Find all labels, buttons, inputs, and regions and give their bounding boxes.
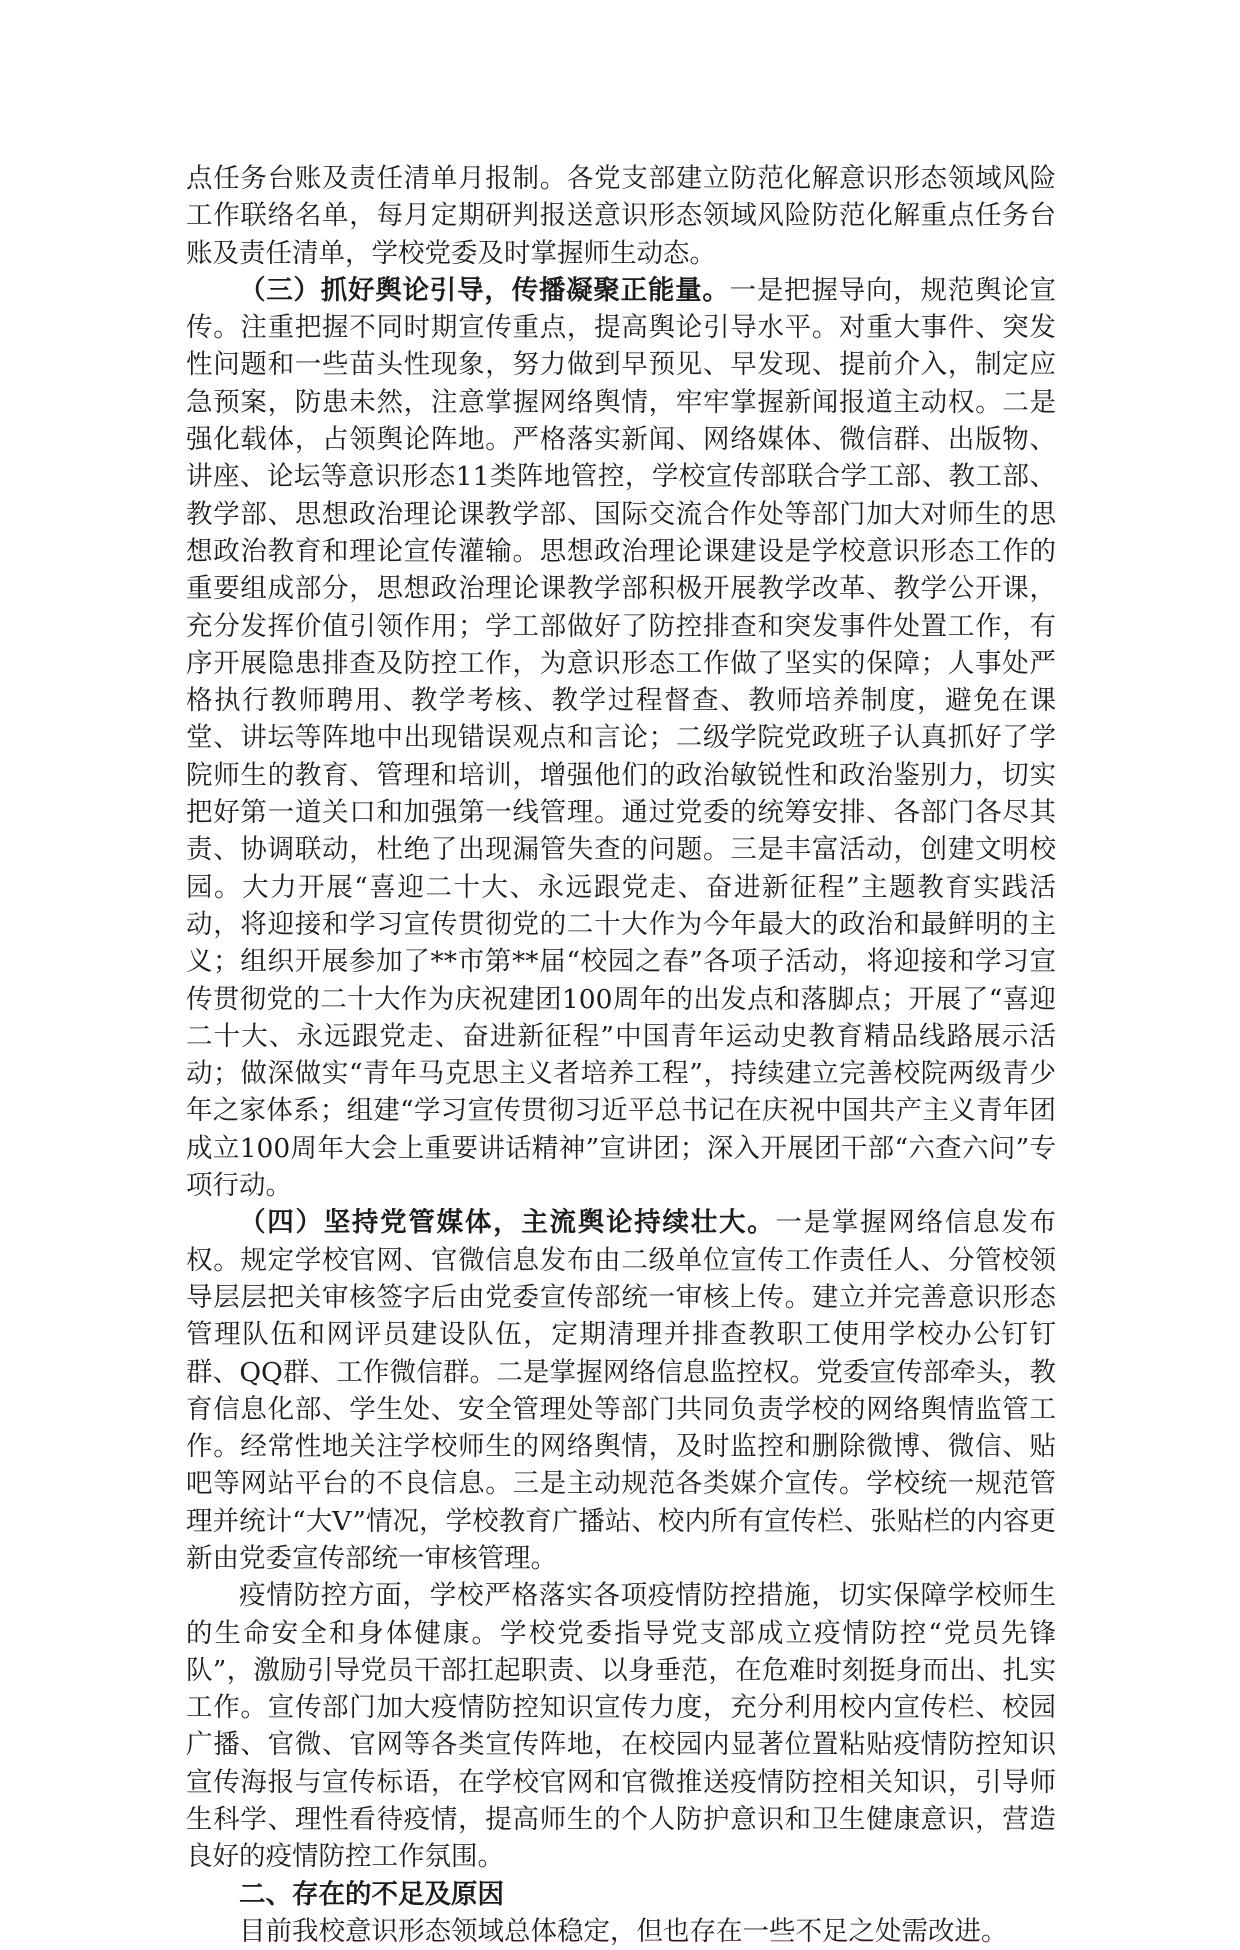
paragraph-closing: 目前我校意识形态领域总体稳定，但也存在一些不足之处需改进。 bbox=[239, 1915, 1008, 1947]
section-3-text: 一是把握导向，规范舆论宣传。注重把握不同时期宣传重点，提高舆论引导水平。对重大事件、突发性问题和一些苗头性现象，努力做到早预见、早发现、提前介入，制定应急预案，防患未然，注意掌握网络舆情，牢牢掌握新闻报道主动权。二是强化载体，占领舆论阵地。严格落实新闻、网络媒体、微信群、出版物、讲座、论坛等意识形态11类阵地管控，学校宣传部联合学工部、教工部、教学部、思想政治理论课教学部、国际交流合作处等部门加大对师生的思想政治教育和理论宣传灌输。思想政治理论课建设是学校意识形态工作的重要组成部分，思想政治理论课教学部积极开展教学改革、教学公开课，充分发挥价值引领作用；学工部做好了防控排查和突发事件处置工作，有序开展隐患排查及防控工作，为意识形态工作做了坚实的保障；人事处严格执行教师聘用、教学考核、教学过程督查、教师培养制度，避免在课堂、讲坛等阵地中出现错误观点和言论；二级学院党政班子认真抓好了学院师生的教育、管理和培训，增强他们的政治敏锐性和政治鉴别力，切实把好第一道关口和加强第一线管理。通过党委的统筹安排、各部门各尽其责、协调联动，杜绝了出现漏管失查的问题。三是丰富活动，创建文明校园。大力开展“喜迎二十大、永远跟党走、奋进新征程”主题教育实践活动，将迎接和学习宣传贯彻党的二十大作为今年最大的政治和最鲜明的主义；组织开展参加了**市第**届“校园之春”各项子活动，将迎接和学习宣传贯彻党的二十大作为庆祝建团100周年的出发点和落脚点；开展了“喜迎二十大、永远跟党走、奋进新征程”中国青年运动史教育精品线路展示活动；做深做实“青年马克思主义者培养工程”，持续建立完善校院两级青少年之家体系；组建“学习宣传贯彻习近平总书记在庆祝中国共产主义青年团成立100周年大会上重要讲话精神”宣讲团；深入开展团干部“六查六问”专项行动。 bbox=[186, 274, 1057, 1202]
document-body bbox=[186, 160, 1056, 1950]
paragraph-section-3 bbox=[186, 272, 1056, 1204]
section-heading-2: 二、存在的不足及原因 bbox=[239, 1878, 504, 1910]
section-4-text: 一是掌握网络信息发布权。规定学校官网、官微信息发布由二级单位宣传工作责任人、分管校领导层层把关审核签字后由党委宣传部统一审核上传。建立并完善意识形态管理队伍和网评员建设队伍，定期清理并排查教职工使用学校办公钉钉群、QQ群、工作微信群。二是掌握网络信息监控权。党委宣传部牵头，教育信息化部、学生处、安全管理处等部门共同负责学校的网络舆情监管工作。经常性地关注学校师生的网络舆情，及时监控和删除微博、微信、贴吧等网站平台的不良信息。三是主动规范各类媒介宣传。学校统一规范管理并统计“大V”情况，学校教育广播站、校内所有宣传栏、张贴栏的内容更新由党委宣传部统一审核管理。 bbox=[186, 1207, 1057, 1574]
section-3-heading: （三）抓好舆论引导，传播凝聚正能量。 bbox=[239, 274, 730, 306]
section-4-heading: （四）坚持党管媒体，主流舆论持续壮大。 bbox=[239, 1207, 776, 1239]
paragraph-section-4 bbox=[186, 1204, 1056, 1577]
paragraph-continuation: 点任务台账及责任清单月报制。各党支部建立防范化解意识形态领域风险工作联络名单，每月定期研判报送意识形态领域风险防范化解重点任务台账及责任清单，学校党委及时掌握师生动态。 bbox=[186, 163, 1056, 269]
paragraph-epidemic: 疫情防控方面，学校严格落实各项疫情防控措施，切实保障学校师生的生命安全和身体健康。学校党委指导党支部成立疫情防控“党员先锋队”，激励引导党员干部扛起职责、以身垂范，在危难时刻挺身而出、扎实工作。宣传部门加大疫情防控知识宣传力度，充分利用校内宣传栏、校园广播、官微、官网等各类宣传阵地，在校园内显著位置粘贴疫情防控知识宣传海报与宣传标语，在学校官网和官微推送疫情防控相关知识，引导师生科学、理性看待疫情，提高师生的个人防护意识和卫生健康意识，营造良好的疫情防控工作氛围。 bbox=[186, 1580, 1056, 1873]
